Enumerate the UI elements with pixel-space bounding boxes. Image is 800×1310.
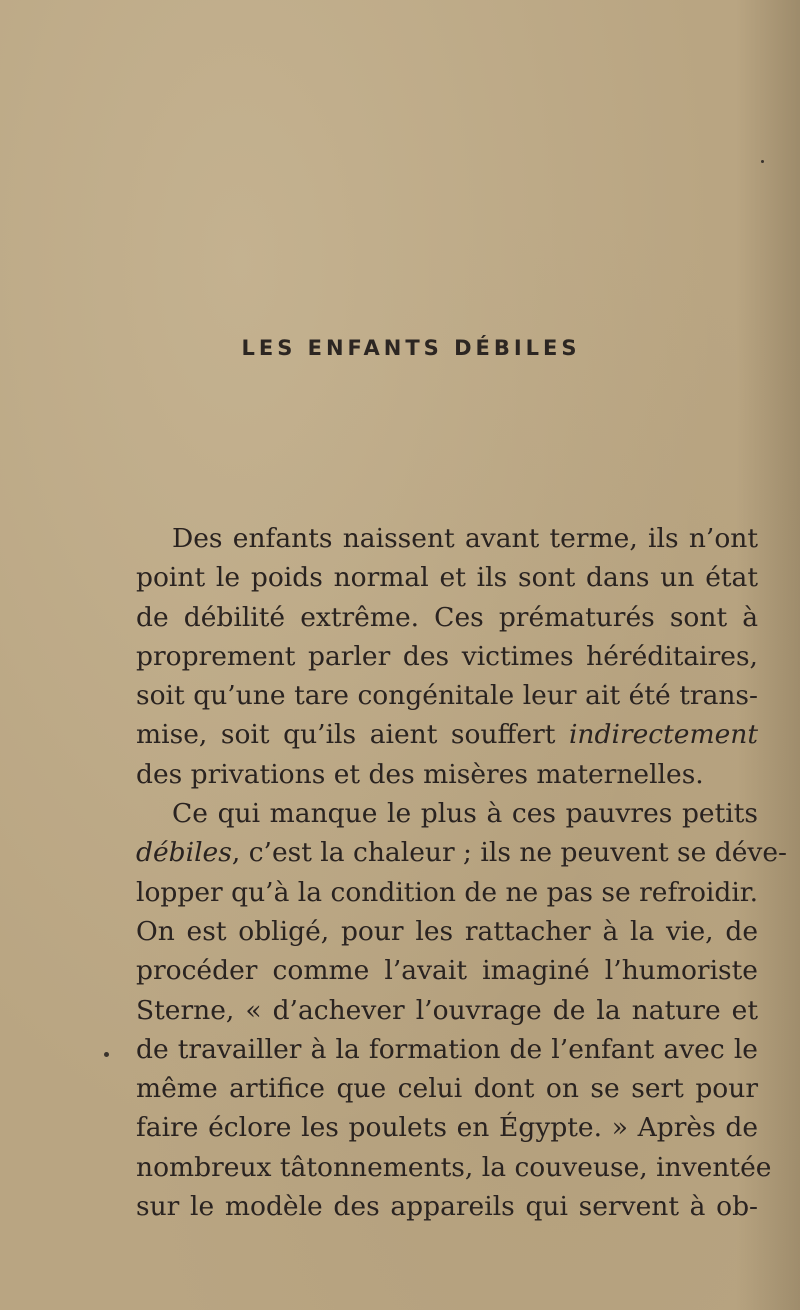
text-line (136, 833, 787, 872)
text-line: de débilité extrême. Ces prématurés sont à (136, 601, 758, 633)
text-line: faire éclore les poulets en Égypte. » Après de (136, 1112, 758, 1144)
paragraph-1 (136, 519, 758, 794)
text-line: soit qu’une tare congénitale leur ait été trans- (136, 680, 758, 712)
text-line: procéder comme l’avait imaginé l’humoriste (136, 955, 758, 987)
italic-word: indirectement (568, 719, 758, 751)
italic-word: débiles (136, 837, 232, 869)
text-line: Sterne, « d’achever l’ouvrage de la nature et (136, 994, 758, 1026)
text-line: Des enfants naissent avant terme, ils n’ont (172, 523, 758, 554)
body-text (136, 519, 787, 1226)
text-line: même artifice que celui dont on se sert pour (136, 1073, 758, 1105)
text-line: sur le modèle des appareils qui servent à ob- (136, 1191, 758, 1223)
text-line: proprement parler des victimes héréditaires, (136, 640, 758, 672)
text-line: nombreux tâtonnements, la couveuse, inventée (136, 1151, 772, 1183)
paragraph-2 (136, 794, 787, 1226)
ink-speck (104, 1052, 109, 1057)
text-line: Ce qui manque le plus à ces pauvres petits (172, 798, 758, 830)
text-line: point le poids normal et ils sont dans un état (136, 562, 758, 594)
ink-speck (761, 160, 764, 163)
text-segment: mise, soit qu’ils aient souffert (136, 719, 569, 751)
text-line: de travailler à la formation de l’enfant avec le (136, 1033, 758, 1065)
chapter-title: LES ENFANTS DÉBILES (241, 336, 581, 360)
text-line: lopper qu’à la condition de ne pas se refroidir. (136, 876, 758, 908)
text-line: des privations et des misères maternelles. (136, 758, 704, 790)
text-line: On est obligé, pour les rattacher à la vie, de (136, 915, 758, 947)
text-line (136, 715, 758, 754)
text-segment: , c’est la chaleur ; ils ne peuvent se déve- (231, 837, 787, 869)
